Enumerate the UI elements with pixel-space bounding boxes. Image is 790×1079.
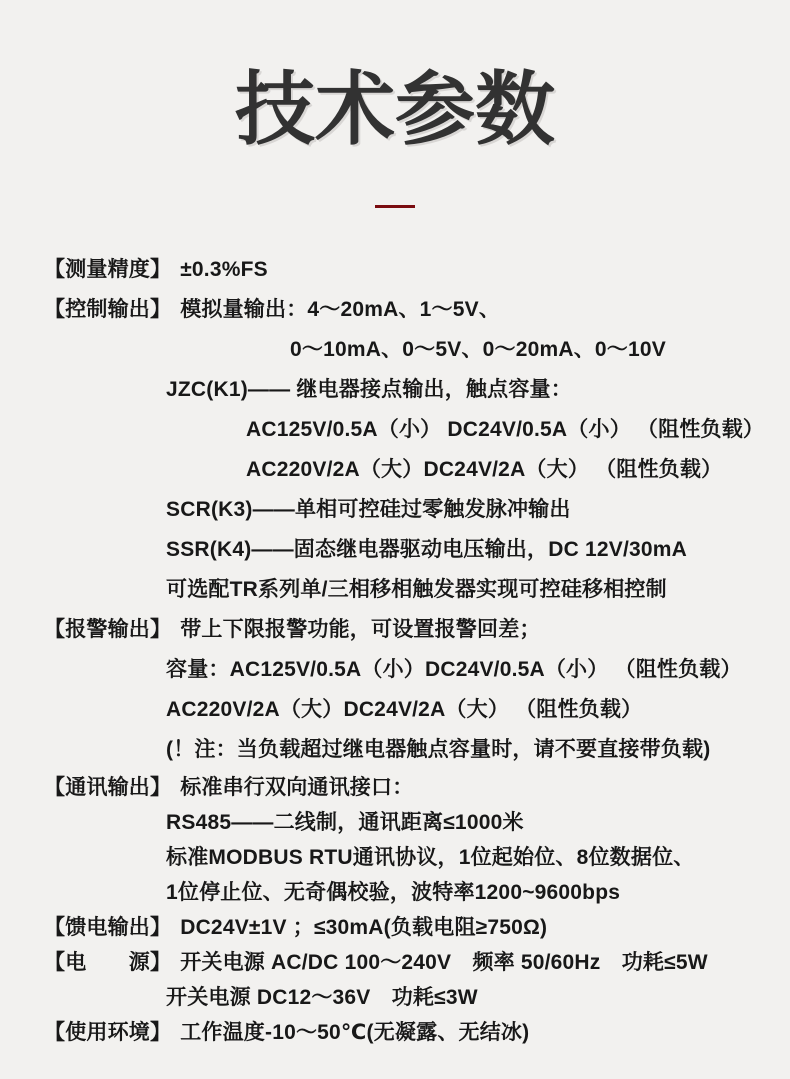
spec-text: 开关电源 DC12～36V 功耗≤3W	[166, 986, 478, 1009]
spec-text: 开关电源 AC/DC 100～240V 频率 50/60Hz 功耗≤5W	[180, 951, 708, 974]
spec-row	[44, 490, 778, 530]
spec-row	[44, 610, 778, 650]
spec-text: RS485——二线制，通讯距离≤1000米	[166, 811, 524, 834]
spec-text: ±0.3%FS	[180, 258, 268, 281]
spec-text: 0～10mA、0～5V、0～20mA、0～10V	[290, 338, 666, 361]
spec-row	[44, 730, 778, 770]
spec-label: 【报警输出】	[44, 618, 172, 641]
spec-text: 工作温度-10～50℃(无凝露、无结冰)	[180, 1021, 530, 1044]
title-underline-decoration	[375, 205, 415, 208]
spec-row	[44, 450, 778, 490]
spec-text: 带上下限报警功能，可设置报警回差；	[180, 618, 541, 641]
spec-text: (！注：当负载超过继电器触点容量时，请不要直接带负载)	[166, 738, 711, 761]
spec-text: 1位停止位、无奇偶校验，波特率1200~9600bps	[166, 881, 621, 904]
spec-text: SCR(K3)——单相可控硅过零触发脉冲输出	[166, 498, 571, 521]
page-title: 技术参数	[235, 65, 555, 154]
spec-label: 【控制输出】	[44, 298, 172, 321]
spec-row	[44, 570, 778, 610]
spec-row	[44, 805, 778, 840]
spec-text: JZC(K1)—— 继电器接点输出，触点容量：	[166, 378, 572, 401]
spec-text: SSR(K4)——固态继电器驱动电压输出，DC 12V/30mA	[166, 538, 687, 561]
spec-row	[44, 290, 778, 330]
spec-label: 【使用环境】	[44, 1021, 172, 1044]
spec-label: 【通讯输出】	[44, 776, 172, 799]
spec-row	[44, 910, 778, 945]
spec-row	[44, 875, 778, 910]
spec-text: DC24V±1V ；≤30mA(负载电阻≥750Ω)	[180, 916, 548, 939]
spec-label: 【馈电输出】	[44, 916, 172, 939]
spec-row	[44, 690, 778, 730]
spec-row	[44, 410, 778, 450]
spec-label: 【电 源】	[44, 951, 172, 974]
spec-row	[44, 250, 778, 290]
spec-text: 可选配TR系列单/三相移相触发器实现可控硅移相控制	[166, 578, 667, 601]
spec-text: AC220V/2A（大）DC24V/2A（大） （阻性负载）	[246, 458, 723, 481]
spec-row	[44, 945, 778, 980]
spec-row	[44, 650, 778, 690]
spec-row	[44, 370, 778, 410]
spec-text: AC125V/0.5A（小） DC24V/0.5A（小） （阻性负载）	[246, 418, 765, 441]
spec-row	[44, 530, 778, 570]
spec-row	[44, 330, 778, 370]
spec-text: 容量：AC125V/0.5A（小）DC24V/0.5A（小） （阻性负载）	[166, 658, 742, 681]
spec-row	[44, 980, 778, 1015]
spec-row	[44, 770, 778, 805]
spec-text: 标准MODBUS RTU通讯协议，1位起始位、8位数据位、	[166, 846, 695, 869]
spec-text: 模拟量输出：4～20mA、1～5V、	[180, 298, 501, 321]
spec-list	[0, 250, 790, 1050]
spec-text: AC220V/2A（大）DC24V/2A（大） （阻性负载）	[166, 698, 643, 721]
spec-row	[44, 1015, 778, 1050]
spec-label: 【测量精度】	[44, 258, 172, 281]
spec-row	[44, 840, 778, 875]
spec-text: 标准串行双向通讯接口：	[180, 776, 414, 799]
